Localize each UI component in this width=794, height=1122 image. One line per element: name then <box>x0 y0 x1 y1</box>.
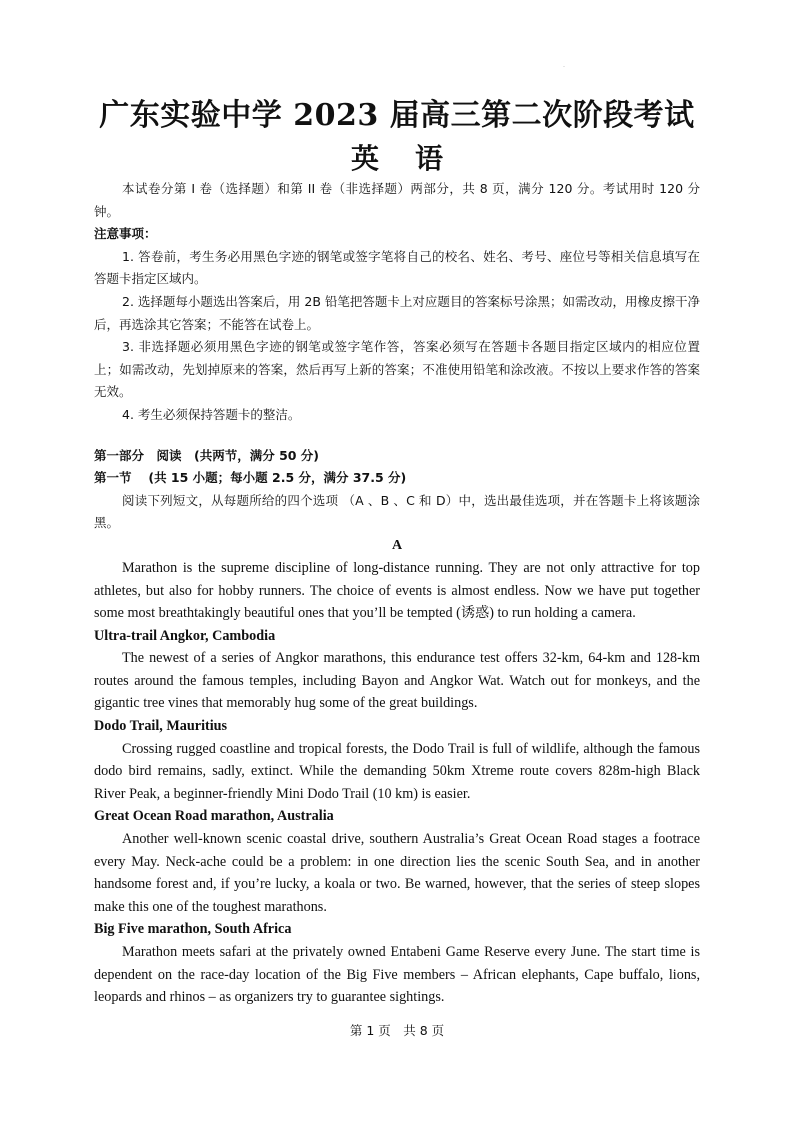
event-text-dodo: Crossing rugged coastline and tropical forests, the Dodo Trail is full of wildlife, although the famous dodo bird remains, sadly, extinct. While the demanding 50km Xtreme route covers 828m-high Black River Peak, a beginner-friendly Mini Dodo Trail (10 km) is easier. <box>94 740 700 802</box>
passage-intro: Marathon is the supreme discipline of long-distance running. They are not only attractive for top athletes, but also for hobby runners. The choice of events is almost endless. Now we have put together some most breathtakingly beautiful ones that you’ll be tempted (诱惑) to run holding a camera. <box>94 559 700 622</box>
exam-intro: 本试卷分第 I 卷（选择题）和第 II 卷（非选择题）两部分，共 8 页，满分 120 分。考试用时 120 分钟。 <box>94 181 700 219</box>
event-text-great-ocean: Another well-known scenic coastal drive, southern Australia’s Great Ocean Road stages a footrace every May. Neck-ache could be a problem: in one direction lies the scenic South Sea, and in another handsome forest and, if you’re lucky, a koala or two. Be warned, however, that the series of steep slopes make this one of the toughest marathons. <box>94 831 700 915</box>
passage-letter: A <box>391 537 403 553</box>
exam-body <box>94 178 700 1009</box>
section-heading: 第一节 (共 15 小题；每小题 2.5 分，满分 37.5 分) <box>94 470 407 486</box>
event-text-big-five: Marathon meets safari at the privately owned Entabeni Game Reserve every June. The start time is dependent on the race-day location of the Big Five members – African elephants, Cape buffalo, lions, leopards and rhinos – as organizers try to guarantee sightings. <box>94 944 700 1006</box>
event-heading-angkor: Ultra-trail Angkor, Cambodia <box>94 627 276 644</box>
note-item-1: 1. 答卷前，考生务必用黑色字迹的钢笔或签字笔将自己的校名、姓名、考号、座位号等相关信息填写在答题卡指定区域内。 <box>94 248 700 287</box>
note-item-4: 4. 考生必须保持答题卡的整洁。 <box>122 406 301 422</box>
event-heading-great-ocean: Great Ocean Road marathon, Australia <box>94 808 334 825</box>
event-text-angkor: The newest of a series of Angkor marathons, this endurance test offers 32-km, 64-km and 128-km routes around the famous temples, including Bayon and Angkor Wat. Watch out for monkeys, and the gigantic tree vines that memorably hug some of the great buildings. <box>94 650 700 712</box>
event-heading-dodo: Dodo Trail, Mauritius <box>94 718 228 735</box>
notes-heading: 注意事项： <box>94 226 157 242</box>
section-gap <box>94 427 700 445</box>
reading-instructions: 阅读下列短文，从每题所给的四个选项 （A 、B 、C 和 D）中，选出最佳选项，并在答题卡上将该题涂黑。 <box>94 492 700 531</box>
page-footer: 第 1 页 共 8 页 <box>349 1023 445 1038</box>
part-heading: 第一部分 阅读 (共两节，满分 50 分) <box>94 447 320 463</box>
page-mark: · <box>563 64 565 70</box>
exam-title: 广东实验中学 2023 届高三第二次阶段考试 <box>99 98 695 133</box>
note-item-2: 2. 选择题每小题选出答案后，用 2B 铅笔把答题卡上对应题目的答案标号涂黑；如需改动，用橡皮擦干净后，再选涂其它答案；不能答在试卷上。 <box>94 293 700 332</box>
subject-title: 英语 <box>350 142 479 175</box>
event-heading-big-five: Big Five marathon, South Africa <box>94 921 292 938</box>
note-item-3: 3. 非选择题必须用黑色字迹的钢笔或签字笔作答，答案必须写在答题卡各题目指定区域内的相应位置上；如需改动，先划掉原来的答案，然后再写上新的答案；不准使用铅笔和涂改液。不按以上要求作答的答案无效。 <box>94 339 700 400</box>
